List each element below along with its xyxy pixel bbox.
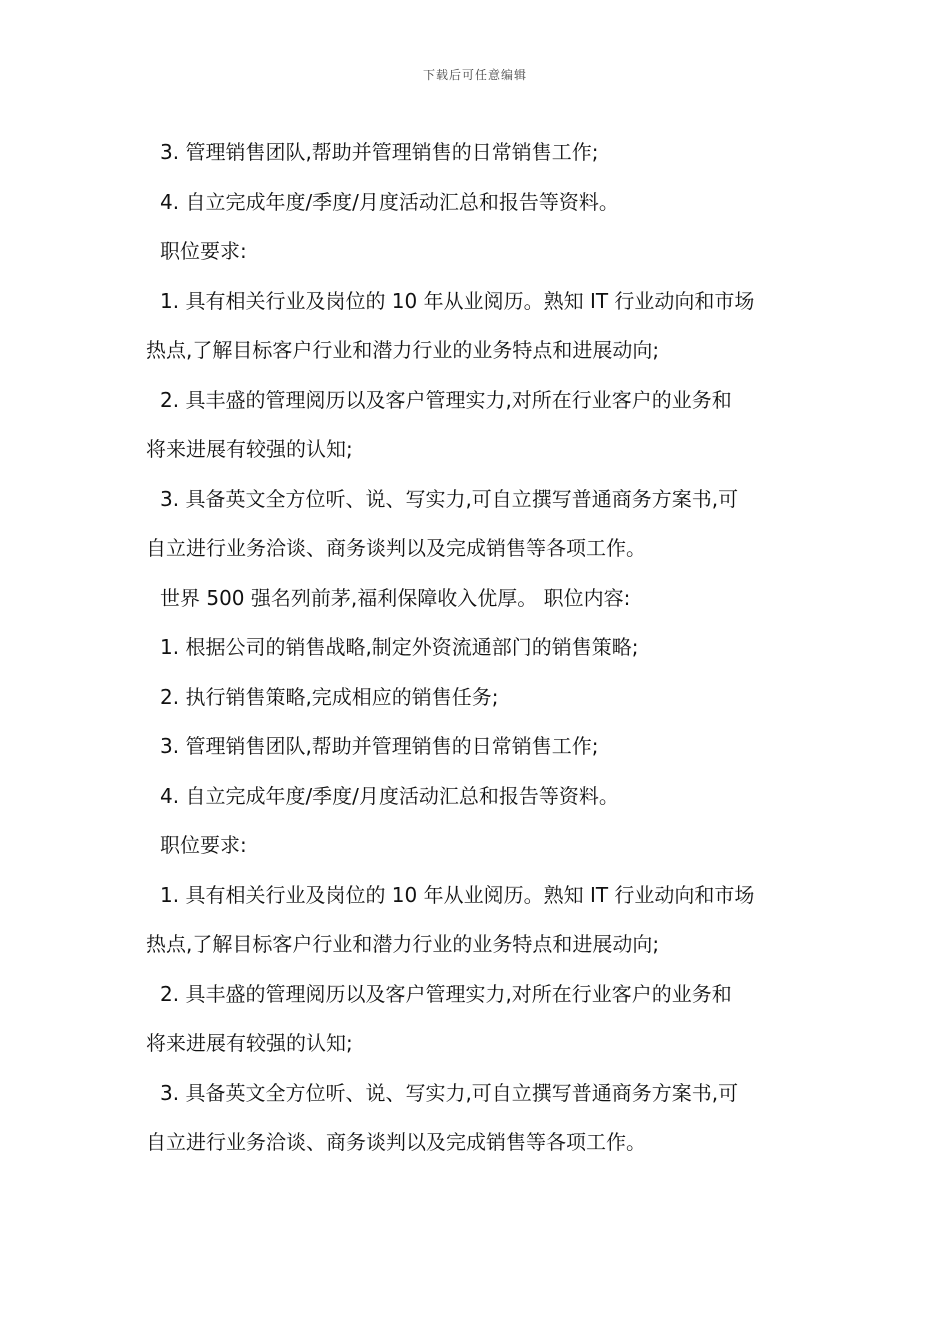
paragraph-line: 2. 具丰盛的管理阅历以及客户管理实力,对所在行业客户的业务和 [160,981,732,1006]
paragraph-line: 3. 具备英文全方位听、说、写实力,可自立撰写普通商务方案书,可 [160,486,739,511]
section-heading: 职位要求: [160,833,247,857]
section-heading: 职位要求: [160,239,247,263]
paragraph-line: 4. 自立完成年度/季度/月度活动汇总和报告等资料。 [160,783,619,808]
paragraph-line: 4. 自立完成年度/季度/月度活动汇总和报告等资料。 [160,189,619,214]
paragraph-line: 热点,了解目标客户行业和潜力行业的业务特点和进展动向; [146,338,660,362]
paragraph-line: 1. 具有相关行业及岗位的 10 年从业阅历。熟知 IT 行业动向和市场 [160,288,755,313]
paragraph-line: 自立进行业务洽谈、商务谈判以及完成销售等各项工作。 [146,536,646,560]
paragraph-line: 1. 根据公司的销售战略,制定外资流通部门的销售策略; [160,635,639,659]
paragraph-line: 世界 500 强名列前茅,福利保障收入优厚。 职位内容: [160,585,631,610]
paragraph-line: 2. 具丰盛的管理阅历以及客户管理实力,对所在行业客户的业务和 [160,387,732,412]
paragraph-line: 将来进展有较强的认知; [146,1031,353,1055]
paragraph-line: 热点,了解目标客户行业和潜力行业的业务特点和进展动向; [146,932,660,956]
paragraph-line: 自立进行业务洽谈、商务谈判以及完成销售等各项工作。 [146,1130,646,1154]
document-body [146,128,810,1168]
page-header: 下载后可任意编辑 [422,68,527,82]
paragraph-line: 1. 具有相关行业及岗位的 10 年从业阅历。熟知 IT 行业动向和市场 [160,882,755,907]
paragraph-line: 2. 执行销售策略,完成相应的销售任务; [160,684,499,709]
paragraph-line: 3. 管理销售团队,帮助并管理销售的日常销售工作; [160,140,599,164]
paragraph-line: 3. 具备英文全方位听、说、写实力,可自立撰写普通商务方案书,可 [160,1080,739,1105]
paragraph-line: 3. 管理销售团队,帮助并管理销售的日常销售工作; [160,734,599,758]
paragraph-line: 将来进展有较强的认知; [146,437,353,461]
